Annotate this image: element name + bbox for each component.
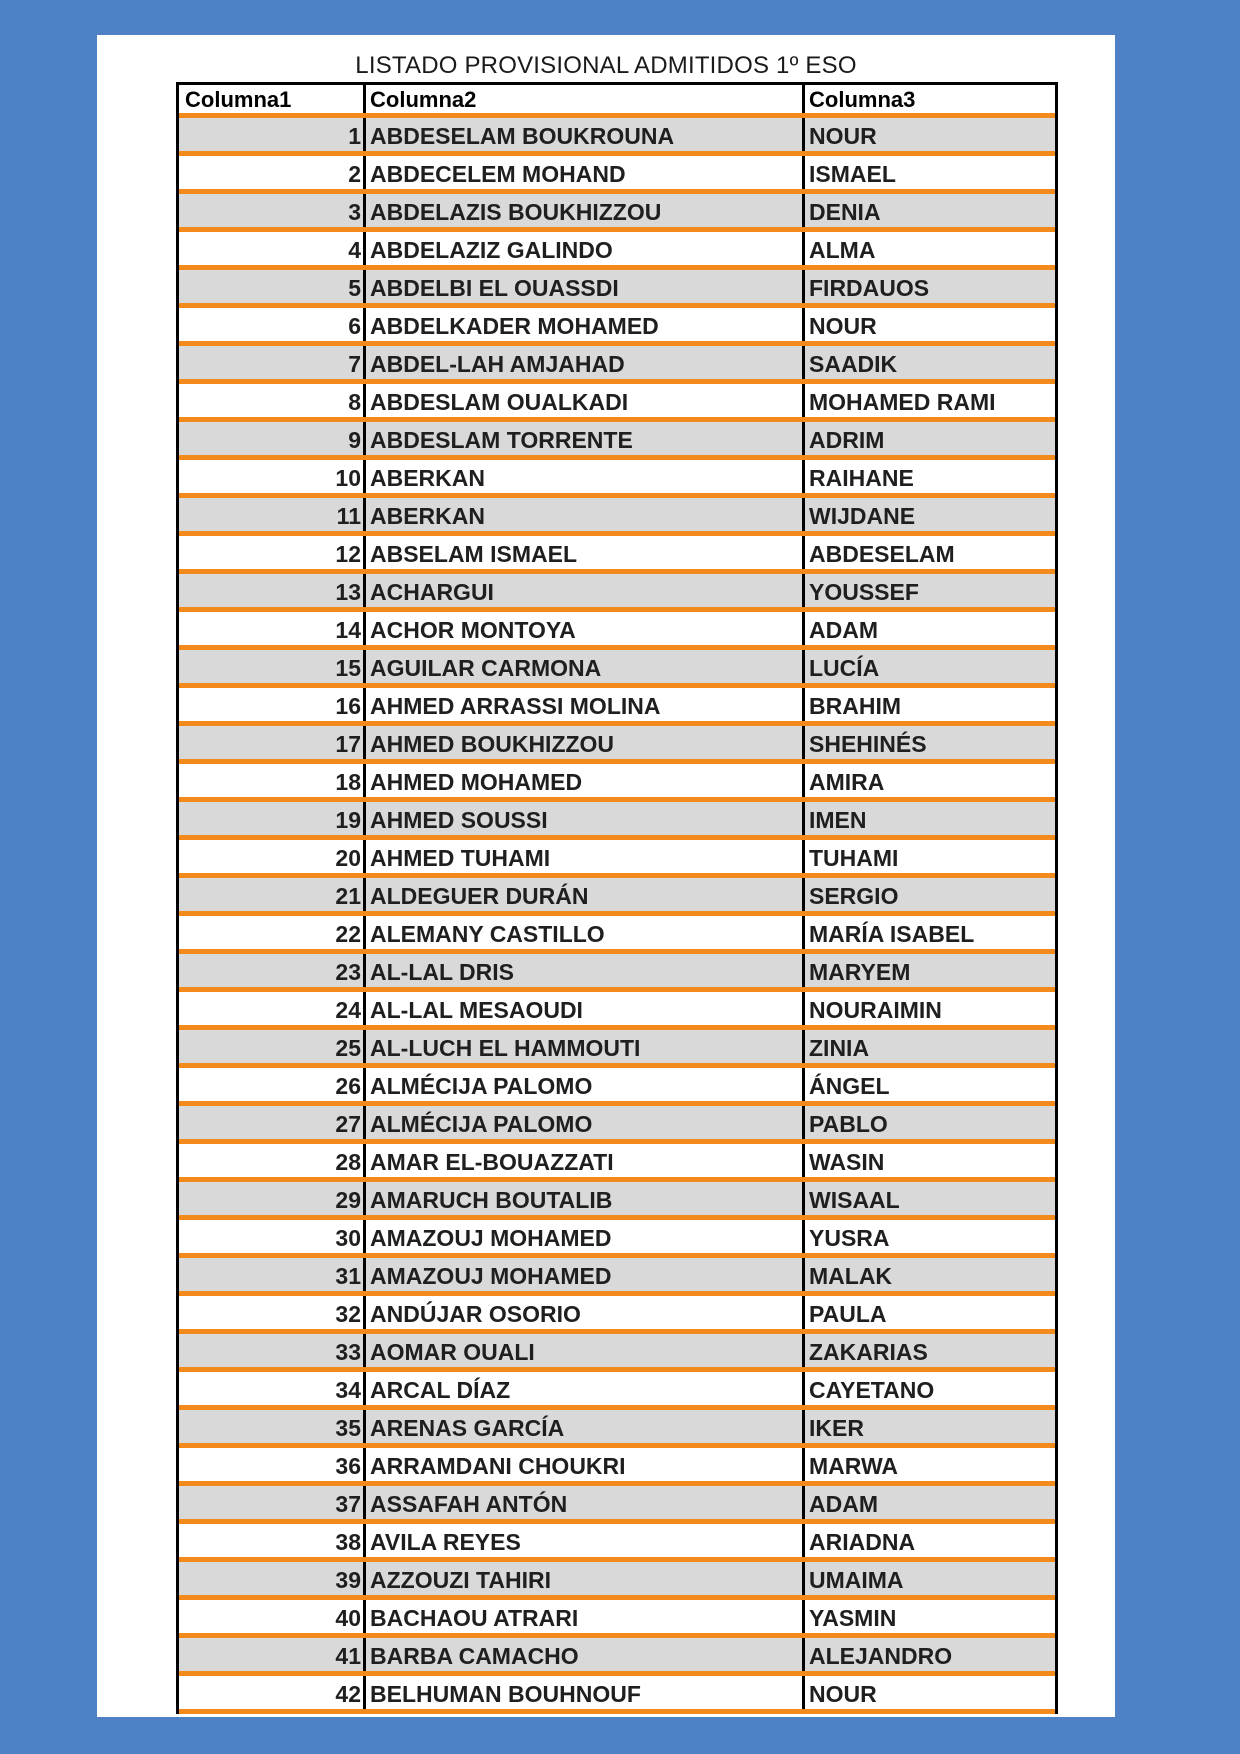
table-row bbox=[179, 460, 1055, 498]
table-row bbox=[179, 1334, 1055, 1372]
row-surname: AMAR EL-BOUAZZATI bbox=[366, 1144, 805, 1177]
table-row bbox=[179, 1638, 1055, 1676]
table-row bbox=[179, 1448, 1055, 1486]
row-surname: AMAZOUJ MOHAMED bbox=[366, 1220, 805, 1253]
row-first-name: MARYEM bbox=[809, 959, 911, 985]
row-first-name: BRAHIM bbox=[809, 693, 901, 719]
row-first-name: SERGIO bbox=[809, 883, 899, 909]
table-row bbox=[179, 1182, 1055, 1220]
row-surname: ABERKAN bbox=[366, 498, 805, 531]
row-surname: ABDELKADER MOHAMED bbox=[366, 308, 805, 341]
row-surname: AHMED TUHAMI bbox=[366, 840, 805, 873]
row-first-name: MARWA bbox=[809, 1453, 899, 1479]
row-surname: ACHOR MONTOYA bbox=[366, 612, 805, 645]
row-first-name: ÁNGEL bbox=[809, 1073, 890, 1099]
table-row bbox=[179, 1524, 1055, 1562]
row-first-name: MALAK bbox=[809, 1263, 893, 1289]
column-header-2: Columna2 bbox=[366, 85, 805, 113]
table-row bbox=[179, 802, 1055, 840]
row-surname: AL-LUCH EL HAMMOUTI bbox=[366, 1030, 805, 1063]
table-row bbox=[179, 1676, 1055, 1714]
row-number: 9 bbox=[179, 422, 366, 455]
row-surname: ACHARGUI bbox=[366, 574, 805, 607]
row-number: 41 bbox=[179, 1638, 366, 1671]
row-first-name: UMAIMA bbox=[809, 1567, 904, 1593]
row-number: 34 bbox=[179, 1372, 366, 1405]
row-first-name: PABLO bbox=[809, 1111, 888, 1137]
row-surname: ABSELAM ISMAEL bbox=[366, 536, 805, 569]
row-first-name: PAULA bbox=[809, 1301, 887, 1327]
row-surname: ABDESLAM OUALKADI bbox=[366, 384, 805, 417]
row-first-name: SHEHINÉS bbox=[809, 731, 927, 757]
row-surname: AHMED SOUSSI bbox=[366, 802, 805, 835]
row-surname: ABDELAZIS BOUKHIZZOU bbox=[366, 194, 805, 227]
row-surname: ALMÉCIJA PALOMO bbox=[366, 1068, 805, 1101]
row-surname: ABERKAN bbox=[366, 460, 805, 493]
row-number: 27 bbox=[179, 1106, 366, 1139]
row-first-name: SAADIK bbox=[809, 351, 898, 377]
table-header-row bbox=[179, 85, 1055, 118]
row-first-name: ABDESELAM bbox=[809, 541, 955, 567]
table-row bbox=[179, 1296, 1055, 1334]
table-row bbox=[179, 574, 1055, 612]
row-number: 21 bbox=[179, 878, 366, 911]
row-surname: AHMED MOHAMED bbox=[366, 764, 805, 797]
row-surname: ABDELBI EL OUASSDI bbox=[366, 270, 805, 303]
row-surname: BELHUMAN BOUHNOUF bbox=[366, 1676, 805, 1709]
row-surname: ARENAS GARCÍA bbox=[366, 1410, 805, 1443]
row-number: 29 bbox=[179, 1182, 366, 1215]
table-row bbox=[179, 1486, 1055, 1524]
row-surname: AL-LAL MESAOUDI bbox=[366, 992, 805, 1025]
row-number: 17 bbox=[179, 726, 366, 759]
table-row bbox=[179, 536, 1055, 574]
row-number: 32 bbox=[179, 1296, 366, 1329]
row-surname: AGUILAR CARMONA bbox=[366, 650, 805, 683]
row-number: 18 bbox=[179, 764, 366, 797]
row-first-name: ADAM bbox=[809, 1491, 878, 1517]
row-surname: AHMED ARRASSI MOLINA bbox=[366, 688, 805, 721]
row-number: 36 bbox=[179, 1448, 366, 1481]
row-first-name: ZAKARIAS bbox=[809, 1339, 928, 1365]
row-first-name: WIJDANE bbox=[809, 503, 916, 529]
table-row bbox=[179, 878, 1055, 916]
table-body bbox=[179, 118, 1055, 1714]
row-first-name: MARÍA ISABEL bbox=[809, 921, 975, 947]
table-row bbox=[179, 232, 1055, 270]
row-first-name: ALMA bbox=[809, 237, 876, 263]
row-first-name: NOUR bbox=[809, 1681, 877, 1707]
table-row bbox=[179, 270, 1055, 308]
row-surname: ARCAL DÍAZ bbox=[366, 1372, 805, 1405]
row-first-name: TUHAMI bbox=[809, 845, 899, 871]
row-surname: BACHAOU ATRARI bbox=[366, 1600, 805, 1633]
row-first-name: MOHAMED RAMI bbox=[809, 389, 996, 415]
table-row bbox=[179, 346, 1055, 384]
row-surname: AMARUCH BOUTALIB bbox=[366, 1182, 805, 1215]
row-surname: ABDECELEM MOHAND bbox=[366, 156, 805, 189]
row-surname: ABDEL-LAH AMJAHAD bbox=[366, 346, 805, 379]
row-number: 26 bbox=[179, 1068, 366, 1101]
table-row bbox=[179, 1106, 1055, 1144]
row-number: 1 bbox=[179, 118, 366, 151]
column-header-3: Columna3 bbox=[809, 87, 916, 112]
table-row bbox=[179, 1030, 1055, 1068]
table-row bbox=[179, 1410, 1055, 1448]
document-title: LISTADO PROVISIONAL ADMITIDOS 1º ESO bbox=[355, 52, 857, 79]
table-row bbox=[179, 308, 1055, 346]
table-row bbox=[179, 1068, 1055, 1106]
row-first-name: ADAM bbox=[809, 617, 878, 643]
table-row bbox=[179, 992, 1055, 1030]
row-number: 5 bbox=[179, 270, 366, 303]
row-surname: AHMED BOUKHIZZOU bbox=[366, 726, 805, 759]
row-number: 35 bbox=[179, 1410, 366, 1443]
row-first-name: NOUR bbox=[809, 123, 877, 149]
row-number: 20 bbox=[179, 840, 366, 873]
row-surname: ABDESELAM BOUKROUNA bbox=[366, 118, 805, 151]
table-row bbox=[179, 726, 1055, 764]
row-surname: ALDEGUER DURÁN bbox=[366, 878, 805, 911]
table-row bbox=[179, 1562, 1055, 1600]
row-first-name: CAYETANO bbox=[809, 1377, 935, 1403]
row-number: 39 bbox=[179, 1562, 366, 1595]
row-surname: AOMAR OUALI bbox=[366, 1334, 805, 1367]
row-first-name: ISMAEL bbox=[809, 161, 896, 187]
row-number: 22 bbox=[179, 916, 366, 949]
table-row bbox=[179, 764, 1055, 802]
document-page bbox=[97, 35, 1115, 1717]
table-row bbox=[179, 422, 1055, 460]
row-surname: AL-LAL DRIS bbox=[366, 954, 805, 987]
table-row bbox=[179, 194, 1055, 232]
row-first-name: YUSRA bbox=[809, 1225, 890, 1251]
row-number: 28 bbox=[179, 1144, 366, 1177]
table-row bbox=[179, 156, 1055, 194]
row-number: 23 bbox=[179, 954, 366, 987]
row-surname: ARRAMDANI CHOUKRI bbox=[366, 1448, 805, 1481]
row-surname: AZZOUZI TAHIRI bbox=[366, 1562, 805, 1595]
table-row bbox=[179, 650, 1055, 688]
row-number: 33 bbox=[179, 1334, 366, 1367]
row-number: 24 bbox=[179, 992, 366, 1025]
table-row bbox=[179, 1220, 1055, 1258]
row-first-name: YOUSSEF bbox=[809, 579, 919, 605]
row-first-name: IKER bbox=[809, 1415, 864, 1441]
row-number: 6 bbox=[179, 308, 366, 341]
row-surname: ANDÚJAR OSORIO bbox=[366, 1296, 805, 1329]
row-number: 15 bbox=[179, 650, 366, 683]
row-first-name: ADRIM bbox=[809, 427, 885, 453]
table-row bbox=[179, 840, 1055, 878]
row-number: 42 bbox=[179, 1676, 366, 1709]
row-surname: AMAZOUJ MOHAMED bbox=[366, 1258, 805, 1291]
table-row bbox=[179, 1258, 1055, 1296]
table-row bbox=[179, 1372, 1055, 1410]
row-first-name: NOUR bbox=[809, 313, 877, 339]
table-row bbox=[179, 612, 1055, 650]
row-first-name: AMIRA bbox=[809, 769, 885, 795]
row-surname: ALMÉCIJA PALOMO bbox=[366, 1106, 805, 1139]
table-row bbox=[179, 118, 1055, 156]
row-first-name: IMEN bbox=[809, 807, 867, 833]
row-number: 7 bbox=[179, 346, 366, 379]
row-surname: ABDESLAM TORRENTE bbox=[366, 422, 805, 455]
row-first-name: ZINIA bbox=[809, 1035, 870, 1061]
row-surname: BARBA CAMACHO bbox=[366, 1638, 805, 1671]
row-surname: ALEMANY CASTILLO bbox=[366, 916, 805, 949]
row-number: 38 bbox=[179, 1524, 366, 1557]
admissions-table bbox=[176, 82, 1058, 1714]
row-surname: ABDELAZIZ GALINDO bbox=[366, 232, 805, 265]
row-number: 10 bbox=[179, 460, 366, 493]
row-number: 8 bbox=[179, 384, 366, 417]
table-row bbox=[179, 954, 1055, 992]
row-first-name: YASMIN bbox=[809, 1605, 897, 1631]
row-surname: ASSAFAH ANTÓN bbox=[366, 1486, 805, 1519]
table-row bbox=[179, 916, 1055, 954]
table-row bbox=[179, 384, 1055, 422]
row-number: 16 bbox=[179, 688, 366, 721]
row-first-name: NOURAIMIN bbox=[809, 997, 942, 1023]
table-row bbox=[179, 688, 1055, 726]
row-first-name: RAIHANE bbox=[809, 465, 914, 491]
row-number: 13 bbox=[179, 574, 366, 607]
row-first-name: ALEJANDRO bbox=[809, 1643, 953, 1669]
row-number: 31 bbox=[179, 1258, 366, 1291]
table-row bbox=[179, 498, 1055, 536]
row-first-name: ARIADNA bbox=[809, 1529, 916, 1555]
row-number: 25 bbox=[179, 1030, 366, 1063]
row-first-name: WASIN bbox=[809, 1149, 885, 1175]
column-header-1: Columna1 bbox=[179, 85, 366, 113]
table-row bbox=[179, 1144, 1055, 1182]
row-surname: AVILA REYES bbox=[366, 1524, 805, 1557]
table-row bbox=[179, 1600, 1055, 1638]
row-first-name: WISAAL bbox=[809, 1187, 900, 1213]
row-number: 19 bbox=[179, 802, 366, 835]
row-number: 30 bbox=[179, 1220, 366, 1253]
row-number: 4 bbox=[179, 232, 366, 265]
row-first-name: FIRDAUOS bbox=[809, 275, 930, 301]
row-number: 11 bbox=[179, 498, 366, 531]
row-number: 2 bbox=[179, 156, 366, 189]
row-number: 40 bbox=[179, 1600, 366, 1633]
row-first-name: LUCÍA bbox=[809, 655, 880, 681]
row-number: 3 bbox=[179, 194, 366, 227]
row-first-name: DENIA bbox=[809, 199, 881, 225]
row-number: 14 bbox=[179, 612, 366, 645]
row-number: 37 bbox=[179, 1486, 366, 1519]
row-number: 12 bbox=[179, 536, 366, 569]
